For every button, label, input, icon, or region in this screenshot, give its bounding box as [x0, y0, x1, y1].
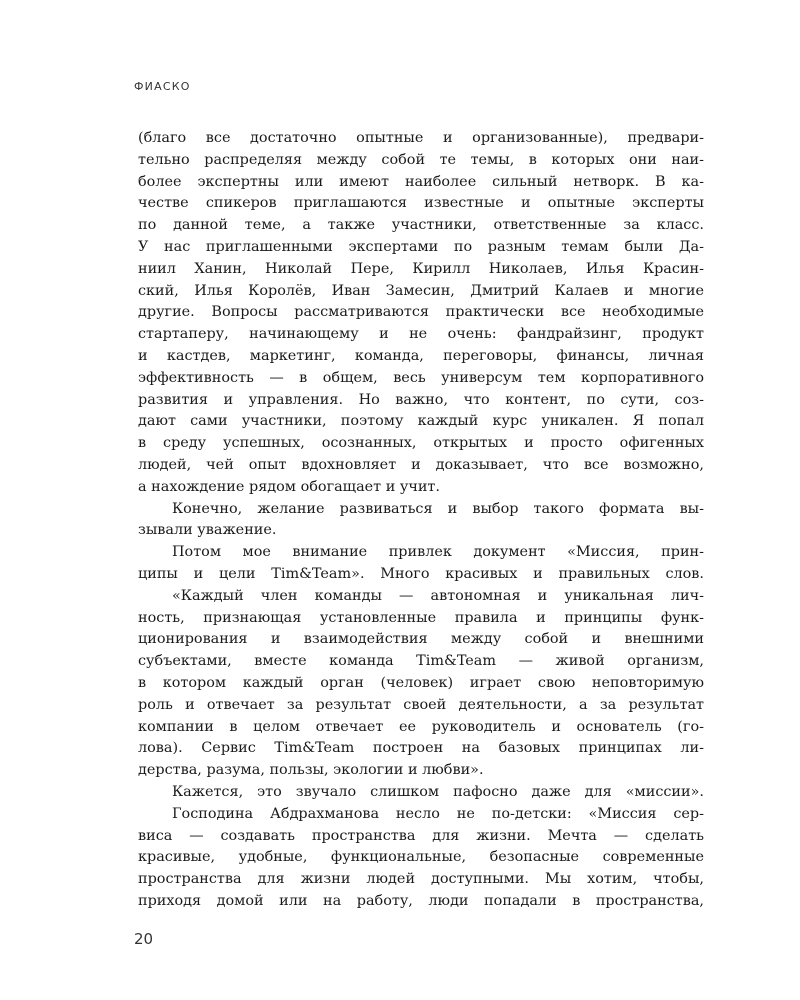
text-line: пространства для жизни людей доступными. Мы хотим, чтобы, [138, 871, 704, 888]
text-line: Господина Абдрахманова несло не по-детски: «Миссия сер- [172, 805, 704, 822]
text-line: людей, чей опыт вдохновляет и доказывает, что все возможно, [138, 456, 704, 473]
text-line: ниил Ханин, Николай Пере, Кирилл Николаев, Илья Красин- [138, 260, 704, 277]
text-line: честве спикеров приглашаются известные и опытные эксперты [138, 195, 704, 212]
text-line: виса — создавать пространства для жизни. Мечта — сделать [138, 827, 704, 844]
text-line: эффективность — в общем, весь универсум тем корпоративного [138, 369, 704, 386]
running-title: ФИАСКО [134, 80, 191, 93]
text-line: лова). Сервис Tim&Team построен на базовых принципах ли- [138, 740, 704, 757]
text-line: в среду успешных, осознанных, открытых и просто офигенных [138, 435, 704, 452]
text-line: субъектами, вместе команда Tim&Team — живой организм, [138, 653, 704, 670]
text-line: и кастдев, маркетинг, команда, переговоры, финансы, личная [138, 347, 704, 364]
text-line: более экспертны или имеют наиболее сильный нетворк. В ка- [138, 173, 704, 190]
text-line: зывали уважение. [138, 522, 277, 539]
text-line: ский, Илья Королёв, Иван Замесин, Дмитрий Калаев и многие [138, 282, 704, 299]
text-line: ционирования и взаимодействия между собой и внешними [138, 631, 704, 648]
text-line: развития и управления. Но важно, что контент, по сути, соз- [138, 391, 704, 408]
text-line: ность, признающая установленные правила и принципы функ- [138, 609, 704, 626]
text-line: дают сами участники, поэтому каждый курс уникален. Я попал [138, 413, 704, 430]
text-line: «Каждый член команды — автономная и уникальная лич- [172, 587, 704, 604]
text-line: роль и отвечает за результат своей деятельности, а за результат [138, 696, 704, 713]
text-line: в котором каждый орган (человек) играет свою неповторимую [138, 674, 704, 691]
text-line: другие. Вопросы рассматриваются практически все необходимые [138, 304, 704, 321]
text-line: дерства, разума, пользы, экологии и любви». [138, 762, 484, 779]
text-line: (благо все достаточно опытные и организованные), предвари- [138, 130, 704, 146]
text-line: стартаперу, начинающему и не очень: фандрайзинг, продукт [138, 326, 704, 343]
body-text [138, 128, 704, 913]
text-line: тельно распределяя между собой те темы, в которых они наи- [138, 151, 704, 168]
text-line: а нахождение рядом обогащает и учит. [138, 478, 440, 495]
text-line: компании в целом отвечает ее руководитель и основатель (го- [138, 718, 704, 735]
text-line: У нас приглашенными экспертами по разным темам были Да- [138, 238, 704, 255]
text-line: ципы и цели Tim&Team». Много красивых и правильных слов. [138, 565, 704, 582]
text-line: по данной теме, а также участники, ответственные за класс. [138, 217, 704, 234]
text-line: Конечно, желание развиваться и выбор такого формата вы- [172, 500, 704, 517]
text-line: Кажется, это звучало слишком пафосно даже для «миссии». [172, 783, 704, 800]
text-line: Потом мое внимание привлек документ «Миссия, прин- [172, 544, 704, 561]
text-line: красивые, удобные, функциональные, безопасные современные [138, 849, 704, 866]
text-line: приходя домой или на работу, люди попадали в пространства, [138, 892, 704, 909]
page-number: 20 [134, 930, 154, 948]
